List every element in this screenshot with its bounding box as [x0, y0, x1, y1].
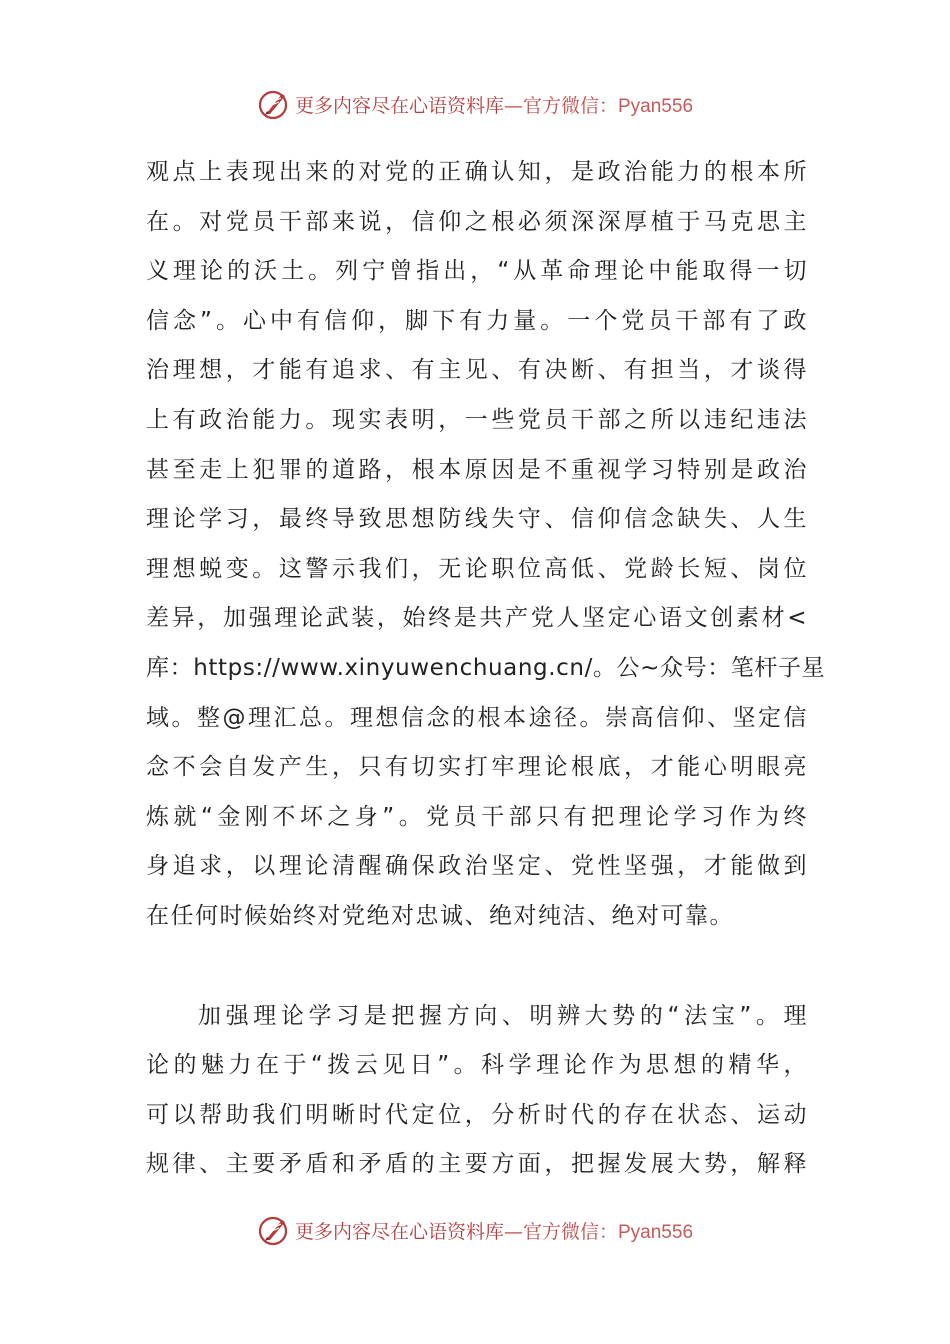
header-banner-wechat-id: Pyan556 — [618, 95, 694, 117]
header-banner — [0, 84, 950, 124]
footer-banner-label: 官方微信： — [522, 1220, 618, 1243]
paragraph-2 — [146, 992, 808, 1190]
text-line: 理论学习，最终导致思想防线失守、信仰信念缺失、人生 — [146, 506, 808, 533]
text-line: 炼就“金刚不坏之身”。党员干部只有把理论学习作为终 — [146, 803, 808, 830]
text-line: 理想蜕变。这警示我们，无论职位高低、党龄长短、岗位 — [146, 555, 808, 582]
text-line: 域。整@理汇总。理想信念的根本途径。崇高信仰、坚定信 — [146, 704, 808, 731]
text-line: 念不会自发产生，只有切实打牢理论根底，才能心明眼亮 — [146, 754, 808, 781]
text-line: 可以帮助我们明晰时代定位，分析时代的存在状态、运动 — [146, 1101, 808, 1128]
text-line: 治理想，才能有追求、有主见、有决断、有担当，才谈得 — [146, 357, 808, 384]
footer-banner-dash: — — [503, 1220, 523, 1243]
text-line: 在。对党员干部来说，信仰之根必须深深厚植于马克思主 — [146, 208, 808, 235]
footer-banner — [0, 1210, 950, 1250]
text-line: 加强理论学习是把握方向、明辨大势的“法宝”。理 — [198, 1002, 808, 1029]
text-line: 身追求，以理论清醒确保政治坚定、党性坚强，才能做到 — [146, 853, 808, 880]
text-line: 在任何时候始终对党绝对忠诚、绝对纯洁、绝对可靠。 — [146, 902, 734, 929]
paragraph-gap — [146, 942, 808, 992]
text-line: 信念”。心中有信仰，脚下有力量。一个党员干部有了政 — [146, 307, 808, 334]
text-line: 差异，加强理论武装，始终是共产党人坚定心语文创素材< — [146, 605, 808, 632]
paragraph-1 — [146, 148, 826, 942]
text-line-url: 库：https://www.xinyuwenchuang.cn/。公~众号：笔杆子星 — [146, 654, 826, 681]
document-body — [146, 148, 826, 1190]
header-banner-dash: — — [503, 94, 523, 117]
footer-banner-wechat-id: Pyan556 — [618, 1221, 694, 1243]
header-banner-main: 更多内容尽在心语资料库 — [294, 94, 504, 117]
quill-pen-logo-icon — [257, 1213, 291, 1247]
text-line: 义理论的沃土。列宁曾指出，“从革命理论中能取得一切 — [146, 258, 808, 285]
quill-pen-logo-icon — [257, 87, 291, 121]
text-line: 甚至走上犯罪的道路，根本原因是不重视学习特别是政治 — [146, 456, 808, 483]
footer-banner-main: 更多内容尽在心语资料库 — [294, 1220, 504, 1243]
text-line: 观点上表现出来的对党的正确认知，是政治能力的根本所 — [146, 159, 808, 185]
header-banner-text — [295, 91, 693, 118]
header-banner-label: 官方微信： — [522, 94, 618, 117]
footer-banner-text — [295, 1217, 693, 1244]
text-line: 规律、主要矛盾和矛盾的主要方面，把握发展大势，解释 — [146, 1151, 808, 1178]
text-line: 论的魅力在于“拨云见日”。科学理论作为思想的精华， — [146, 1052, 808, 1079]
text-line: 上有政治能力。现实表明，一些党员干部之所以违纪违法 — [146, 406, 808, 433]
